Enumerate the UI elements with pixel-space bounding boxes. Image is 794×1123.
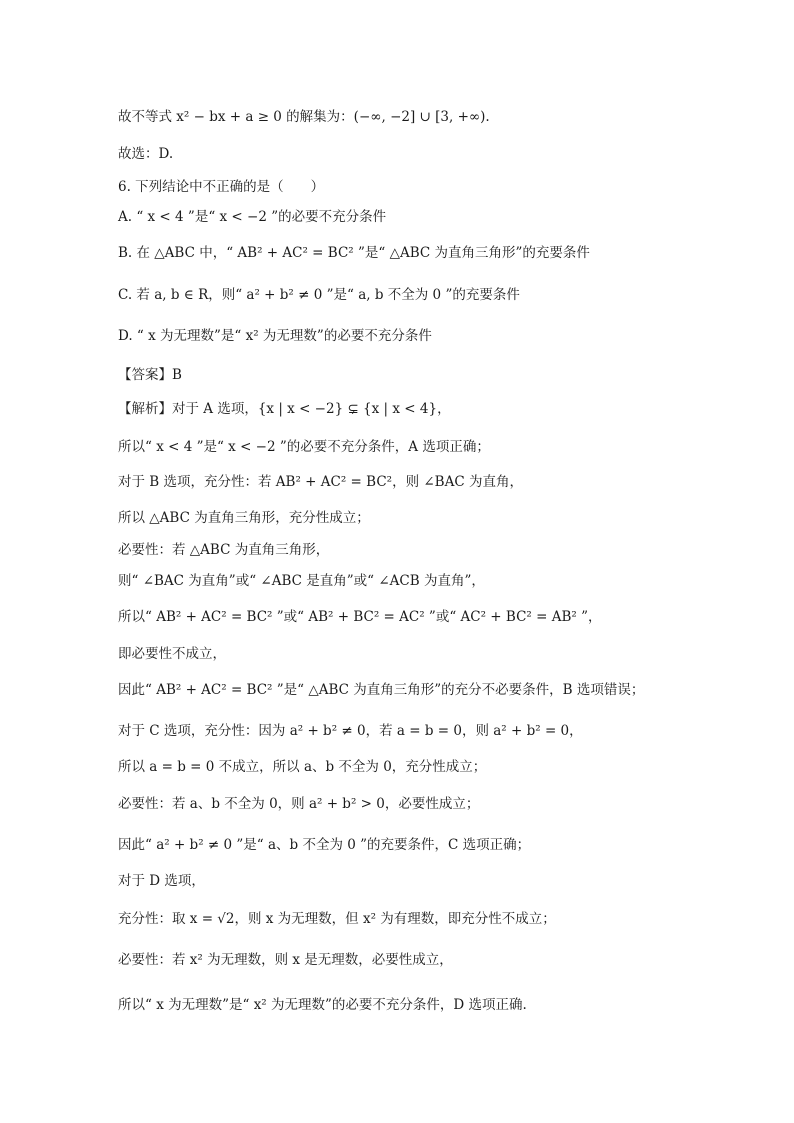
analysis-d-3: 必要性：若 x² 为无理数，则 x 是无理数，必要性成立，: [118, 952, 453, 968]
analysis-b-5: 所以“ AB² + AC² = BC² ”或“ AB² + BC² = AC² ”或“ AC² + BC² = AB² ”，: [118, 609, 602, 625]
analysis-b-2: 所以 △ABC 为直角三角形，充分性成立；: [118, 510, 370, 526]
option-a: A. “ x < 4 ”是“ x < −2 ”的必要不充分条件: [118, 209, 387, 225]
analysis-d-2: 充分性：取 x = √2，则 x 为无理数，但 x² 为有理数，即充分性不成立；: [118, 911, 556, 927]
analysis-d-1: 对于 D 选项，: [118, 873, 205, 889]
analysis-b-3: 必要性：若 △ABC 为直角三角形，: [118, 542, 330, 558]
analysis-b-7: 因此“ AB² + AC² = BC² ”是“ △ABC 为直角三角形”的充分不必要条件，B 选项错误；: [118, 682, 645, 698]
option-d: D. “ x 为无理数”是“ x² 为无理数”的必要不充分条件: [118, 328, 432, 344]
analysis-c-3: 必要性：若 a、b 不全为 0，则 a² + b² > 0，必要性成立；: [118, 796, 480, 812]
analysis-c-1: 对于 C 选项，充分性：因为 a² + b² ≠ 0，若 a = b = 0，则 a² + b² = 0，: [118, 723, 583, 739]
text-line-solution-set: 故不等式 x² − bx + a ≥ 0 的解集为：(−∞, −2] ∪ [3, +∞).: [118, 109, 490, 125]
analysis-b-6: 即必要性不成立，: [118, 646, 226, 662]
option-c: C. 若 a, b ∈ R，则“ a² + b² ≠ 0 ”是“ a, b 不全为 0 ”的充要条件: [118, 287, 520, 303]
text-line-choice-d: 故选：D.: [118, 146, 174, 162]
analysis-d-4: 所以“ x 为无理数”是“ x² 为无理数”的必要不充分条件，D 选项正确.: [118, 997, 527, 1013]
option-b: B. 在 △ABC 中，“ AB² + AC² = BC² ”是“ △ABC 为直角三角形”的充要条件: [118, 245, 590, 261]
analysis-b-1: 对于 B 选项，充分性：若 AB² + AC² = BC²，则 ∠BAC 为直角，: [118, 474, 523, 490]
analysis-a-2: 所以“ x < 4 ”是“ x < −2 ”的必要不充分条件，A 选项正确；: [118, 439, 490, 455]
question-6-stem: 6. 下列结论中不正确的是（ ）: [118, 179, 325, 195]
analysis-c-4: 因此“ a² + b² ≠ 0 ”是“ a、b 不全为 0 ”的充要条件，C 选项正确；: [118, 837, 531, 853]
analysis-c-2: 所以 a = b = 0 不成立，所以 a、b 不全为 0，充分性成立；: [118, 759, 487, 775]
answer-label: 【答案】B: [118, 367, 182, 383]
analysis-b-4: 则“ ∠BAC 为直角”或“ ∠ABC 是直角”或“ ∠ACB 为直角”，: [118, 573, 485, 589]
analysis-a-1: 【解析】对于 A 选项，{x | x < −2} ⊊ {x | x < 4}，: [118, 401, 451, 417]
